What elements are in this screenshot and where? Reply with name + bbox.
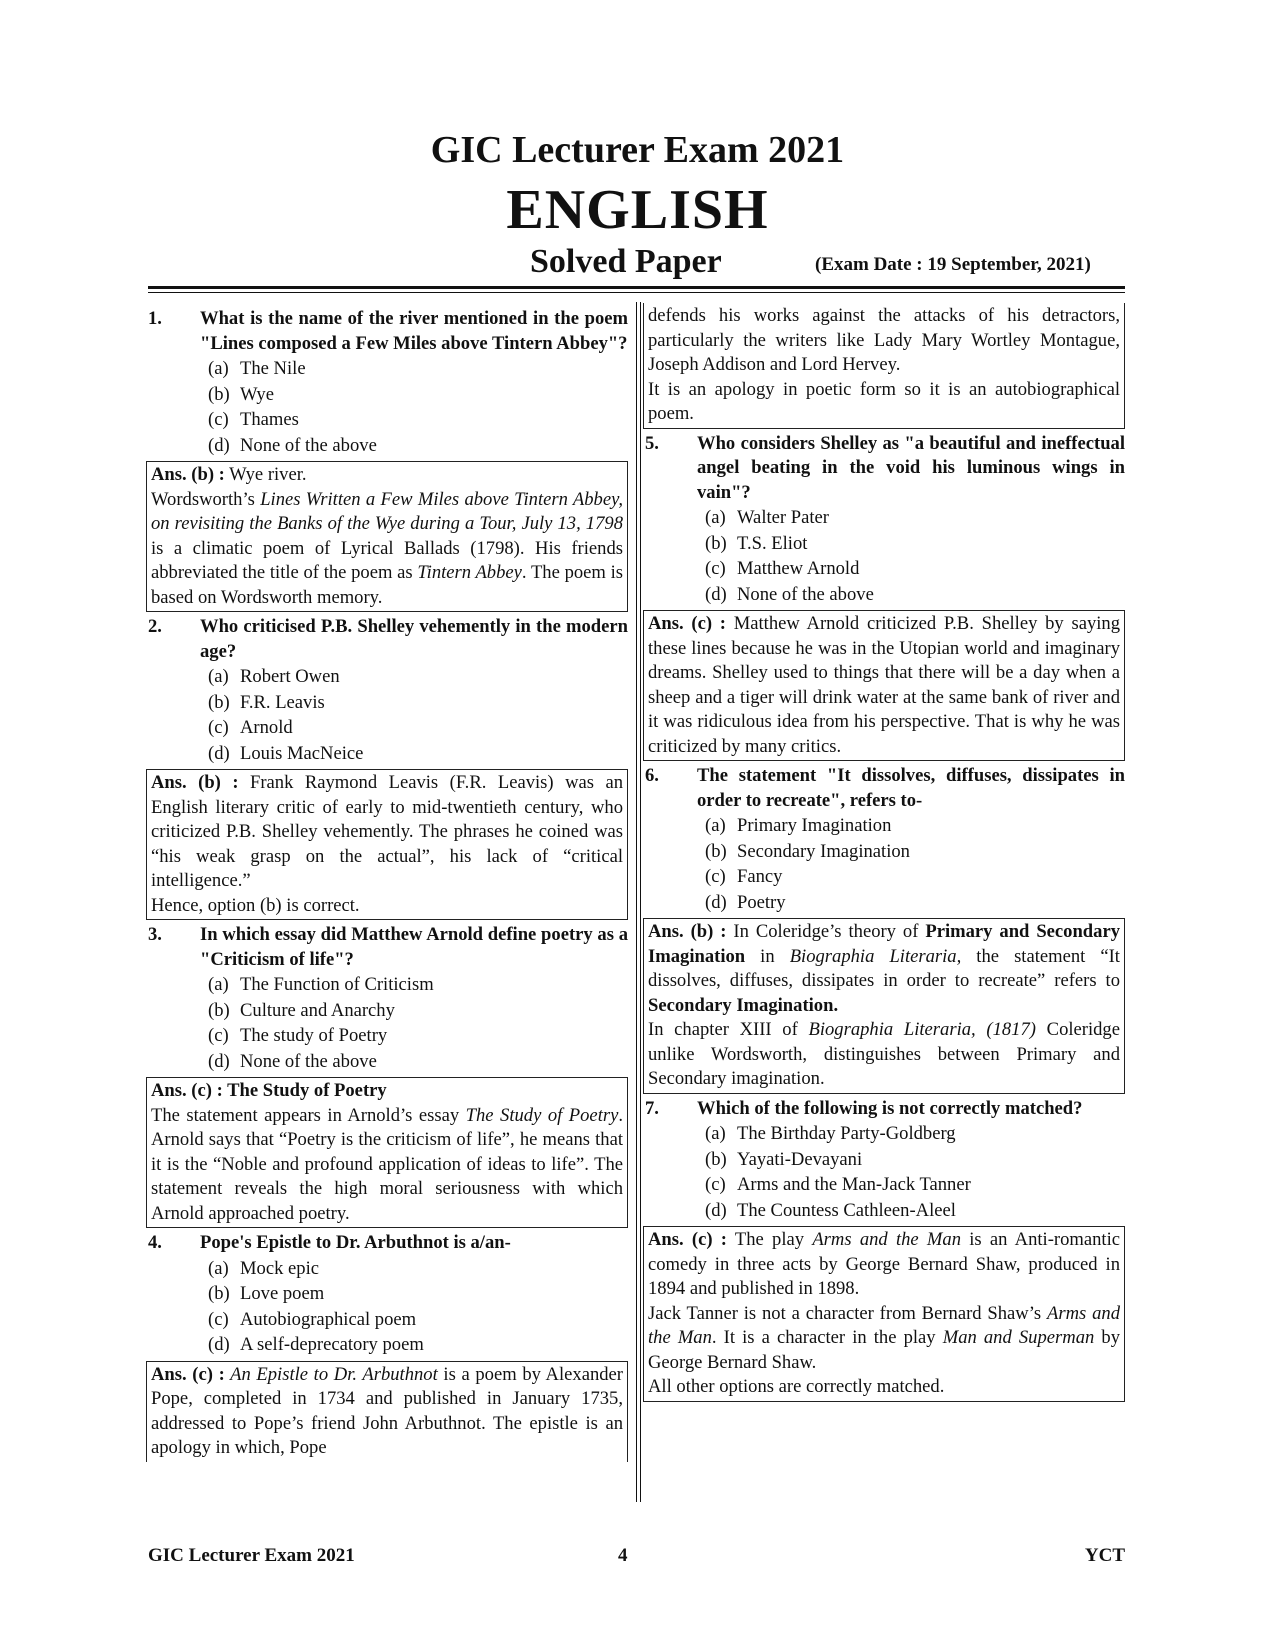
- right-column: [645, 307, 1125, 1405]
- question-text: Who considers Shelley as "a beautiful and ineffectual angel beating in the void his luminous wings in vain"?: [697, 432, 1125, 503]
- option: (b) F.R. Leavis: [208, 691, 325, 713]
- publisher-label: YCT: [1084, 1545, 1125, 1566]
- header-rule: [148, 286, 1125, 289]
- option: (c) Arms and the Man-Jack Tanner: [705, 1174, 971, 1195]
- question-number: 2.: [148, 616, 162, 637]
- option: (a) Walter Pater: [705, 507, 829, 528]
- options: [705, 814, 1125, 915]
- options: [705, 1122, 1125, 1223]
- option: (d) None of the above: [208, 434, 377, 456]
- answer-box: Ans. (c) : An Epistle to Dr. Arbuthnot is a poem by Alexander Pope, completed in 1734 and published in January 1735, addressed to Pope’s friend John Arbuthnot. The epistle is an apology in which, Pope: [146, 1361, 628, 1462]
- option: (b) Wye: [208, 383, 274, 405]
- page-header: [0, 0, 1275, 300]
- answer-box: Ans. (b) : Frank Raymond Leavis (F.R. Leavis) was an English literary critic of early to mid-twentieth century, who criticized P.B. Shelley vehemently. The phrases he coined was “his weak grasp on the actual”, his lack of “critical intelligence.” Hence, option (b) is correct.: [146, 769, 628, 920]
- question-5: [645, 432, 1125, 762]
- question-number: 5.: [645, 432, 659, 454]
- options: [208, 357, 628, 458]
- option: (a) Mock epic: [208, 1257, 319, 1279]
- option: (d) A self-deprecatory poem: [208, 1334, 424, 1355]
- answer-box: Ans. (c) : Matthew Arnold criticized P.B. Shelley by saying these lines because he was in the Utopian world and imaginary dreams. Shelley used to things that there will be a day when a sheep and a tiger will drink water at the same bank of river and it was ridiculous idea from his perspective. That is why he was criticized by many critics.: [643, 610, 1125, 761]
- option: (c) Thames: [208, 409, 299, 430]
- answer-box-continued: defends his works against the attacks of his detractors, particularly the writers like Lady Mary Wortley Montague, Joseph Addison and Lord Hervey. It is an apology in poetic form so it is an autobiographical poem.: [643, 303, 1125, 429]
- question-4: [148, 1231, 628, 1462]
- option: (d) Louis MacNeice: [208, 742, 364, 764]
- question-number: 4.: [148, 1232, 162, 1253]
- option: (d) The Countess Cathleen-Aleel: [705, 1199, 956, 1221]
- page-number: 4: [618, 1545, 628, 1566]
- question-text: What is the name of the river mentioned in the poem "Lines composed a Few Miles above Tintern Abbey"?: [200, 308, 628, 354]
- question-text: The statement "It dissolves, diffuses, dissipates in order to recreate", refers to-: [697, 765, 1125, 811]
- left-column: [148, 307, 628, 1465]
- option: (a) The Birthday Party-Goldberg: [705, 1123, 956, 1144]
- question-1: [148, 307, 628, 612]
- question-2: [148, 615, 628, 920]
- exam-date: (Exam Date : 19 September, 2021): [815, 254, 1091, 275]
- footer-title: GIC Lecturer Exam 2021: [148, 1545, 355, 1566]
- option: (b) Secondary Imagination: [705, 840, 910, 862]
- question-number: 1.: [148, 308, 162, 329]
- option: (c) Autobiographical poem: [208, 1308, 417, 1330]
- answer-box: Ans. (b) : Wye river. Wordsworth’s Lines Written a Few Miles above Tintern Abbey, on revisiting the Banks of the Wye during a Tour, July 13, 1798 is a climatic poem of Lyrical Ballads (1798). His friends abbreviated the title of the poem as Tintern Abbey. The poem is based on Wordsworth memory.: [146, 461, 628, 612]
- question-text: Which of the following is not correctly matched?: [697, 1097, 1083, 1119]
- question-6: [645, 764, 1125, 1094]
- solved-paper-label: Solved Paper: [530, 243, 722, 280]
- answer-box: Ans. (b) : In Coleridge’s theory of Primary and Secondary Imagination in Biographia Literaria, the statement “It dissolves, diffuses, dissipates in order to recreate” refers to Secondary Imagination. In chapter XIII of Biographia Literaria, (1817) Coleridge unlike Wordsworth, distinguishes between Primary and Secondary imagination.: [643, 918, 1125, 1094]
- question-3: [148, 923, 628, 1228]
- options: [208, 973, 628, 1074]
- answer-box: Ans. (c) : The play Arms and the Man is an Anti-romantic comedy in three acts by George Bernard Shaw, produced in 1894 and published in 1898. Jack Tanner is not a character from Bernard Shaw’s Arms and the Man. It is a character in the play Man and Superman by George Bernard Shaw. All other options are correctly matched.: [643, 1226, 1125, 1402]
- option: (b) Love poem: [208, 1283, 325, 1304]
- options: [208, 665, 628, 766]
- option: (c) Fancy: [705, 866, 783, 887]
- option: (c) The study of Poetry: [208, 1025, 388, 1046]
- options: [208, 1257, 628, 1358]
- option: (d) None of the above: [208, 1050, 377, 1072]
- question-number: 7.: [645, 1097, 659, 1119]
- options: [705, 506, 1125, 607]
- question-text: Who criticised P.B. Shelley vehemently in the modern age?: [200, 616, 628, 662]
- header-rule-thin: [148, 292, 1125, 293]
- question-text: Pope's Epistle to Dr. Arbuthnot is a/an-: [200, 1232, 511, 1253]
- option: (b) Yayati-Devayani: [705, 1148, 863, 1170]
- exam-title: GIC Lecturer Exam 2021: [430, 129, 845, 171]
- option: (c) Arnold: [208, 717, 293, 738]
- option: (a) The Nile: [208, 358, 306, 379]
- option: (a) Robert Owen: [208, 666, 340, 687]
- option: (c) Matthew Arnold: [705, 558, 860, 579]
- subject-title: ENGLISH: [506, 179, 769, 241]
- answer-box: Ans. (c) : The Study of Poetry The statement appears in Arnold’s essay The Study of Poetry. Arnold says that “Poetry is the criticism of life”, he means that it is the “Noble and profound application of ideas to life”. The statement reveals the high moral seriousness with which Arnold approached poetry.: [146, 1077, 628, 1228]
- option: (b) T.S. Eliot: [705, 532, 808, 554]
- question-text: In which essay did Matthew Arnold define poetry as a "Criticism of life"?: [200, 924, 628, 970]
- question-number: 3.: [148, 924, 162, 945]
- column-divider: [636, 302, 641, 1502]
- option: (a) Primary Imagination: [705, 815, 892, 836]
- question-number: 6.: [645, 765, 659, 786]
- option: (a) The Function of Criticism: [208, 974, 434, 995]
- option: (d) Poetry: [705, 891, 786, 913]
- option: (d) None of the above: [705, 583, 874, 605]
- question-7: [645, 1097, 1125, 1402]
- option: (b) Culture and Anarchy: [208, 999, 395, 1021]
